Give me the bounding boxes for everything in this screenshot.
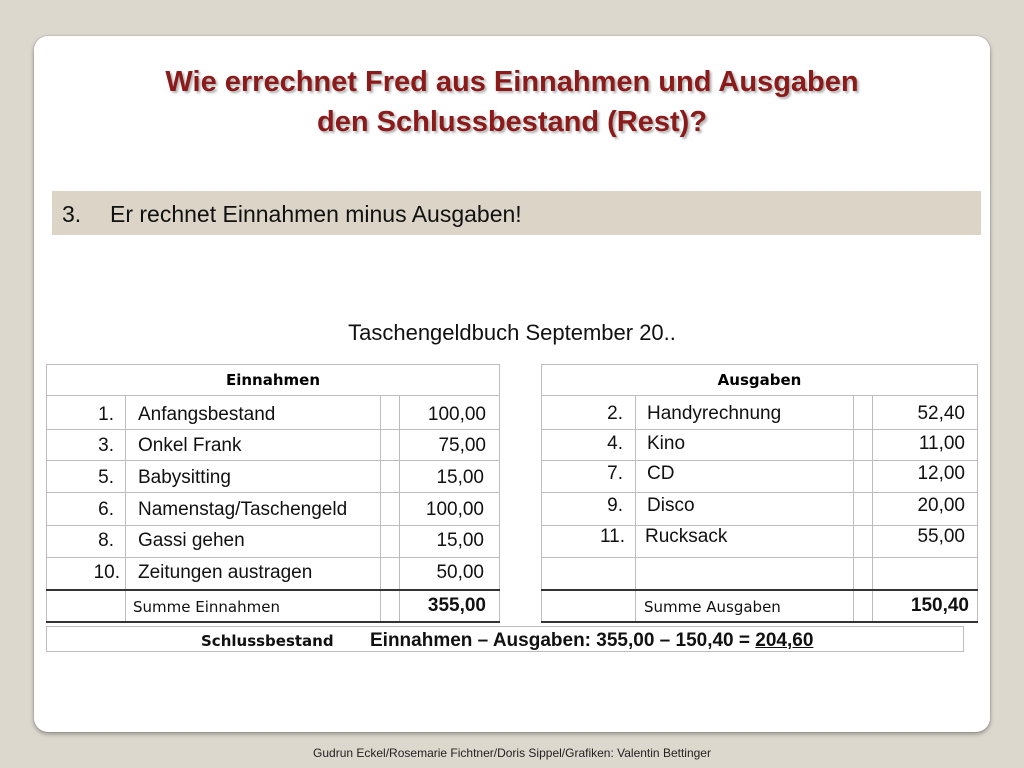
schlussbestand-result: 204,60	[755, 630, 814, 651]
point-text: Er rechnet Einnahmen minus Ausgaben!	[110, 201, 522, 227]
einnahmen-amount: 50,00	[436, 562, 484, 583]
einnahmen-nr: 10.	[93, 562, 120, 583]
schlussbestand-label: Schlussbestand	[201, 632, 334, 650]
slide-title	[0, 62, 1024, 142]
schlussbestand-formula-text: Einnahmen – Ausgaben: 355,00 – 150,40 =	[370, 630, 756, 651]
summe-ausgaben-value: 150,40	[910, 595, 969, 616]
ausgaben-nr: 2.	[607, 403, 623, 424]
ausgaben-amount: 11,00	[918, 433, 965, 454]
footer-credits: Gudrun Eckel/Rosemarie Fichtner/Doris Sippel/Grafiken: Valentin Bettinger	[313, 746, 711, 760]
ausgaben-amount: 52,40	[917, 403, 965, 424]
einnahmen-text: Onkel Frank	[138, 435, 242, 456]
ausgaben-text: Handyrechnung	[647, 403, 782, 424]
point-bar	[52, 191, 981, 235]
einnahmen-text: Zeitungen austragen	[138, 562, 313, 583]
einnahmen-amount: 15,00	[436, 530, 484, 551]
ausgaben-amount: 12,00	[917, 463, 965, 484]
summe-einnahmen-value: 355,00	[427, 595, 486, 616]
ausgaben-nr: 11.	[599, 526, 625, 547]
ausgaben-nr: 4.	[607, 433, 623, 454]
einnahmen-nr: 5.	[98, 467, 114, 488]
einnahmen-nr: 8.	[98, 530, 114, 551]
einnahmen-text: Anfangsbestand	[138, 404, 276, 425]
einnahmen-text: Gassi gehen	[138, 530, 245, 551]
title-line-2: den Schlussbestand (Rest)?	[317, 106, 707, 138]
ausgaben-nr: 9.	[607, 495, 623, 516]
einnahmen-amount: 100,00	[427, 404, 486, 425]
summe-ausgaben-label: Summe Ausgaben	[644, 598, 781, 616]
einnahmen-amount: 100,00	[425, 499, 484, 520]
einnahmen-nr: 3.	[98, 435, 114, 456]
ausgaben-amount: 20,00	[917, 495, 965, 516]
schlussbestand-formula	[370, 630, 813, 652]
title-line-1: Wie errechnet Fred aus Einnahmen und Ausgaben	[165, 66, 859, 98]
table-caption: Taschengeldbuch September 20..	[348, 320, 676, 345]
einnahmen-text: Babysitting	[138, 467, 231, 488]
einnahmen-nr: 1.	[98, 404, 114, 425]
ausgaben-nr: 7.	[607, 463, 623, 484]
einnahmen-amount: 15,00	[436, 467, 484, 488]
einnahmen-amount: 75,00	[438, 435, 486, 456]
summe-einnahmen-label: Summe Einnahmen	[133, 598, 280, 616]
einnahmen-header: Einnahmen	[46, 364, 500, 396]
point-number: 3.	[62, 201, 82, 227]
ausgaben-text: Kino	[647, 433, 686, 454]
ausgaben-amount: 55,00	[917, 526, 965, 547]
ausgaben-text: Disco	[647, 495, 695, 516]
ausgaben-header: Ausgaben	[541, 364, 978, 396]
ausgaben-text: CD	[647, 463, 675, 484]
ausgaben-text: Rucksack	[645, 526, 728, 547]
einnahmen-text: Namenstag/Taschengeld	[138, 499, 348, 520]
einnahmen-nr: 6.	[98, 499, 114, 520]
